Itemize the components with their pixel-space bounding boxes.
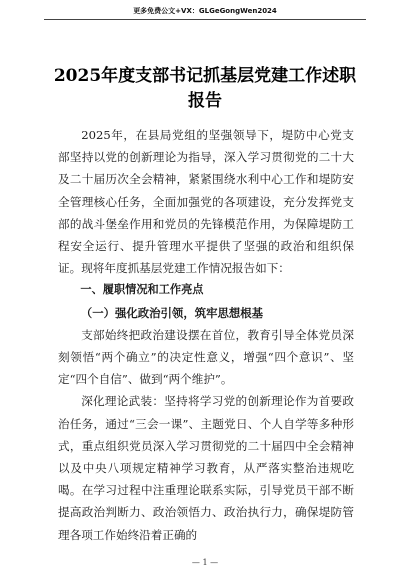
header-note: 更多免费公文+VX：GLGeGongWen2024 [133,7,277,15]
subsection-heading: （一）强化政治引领，筑牢思想根基 [80,305,264,320]
title-line-1: 2025年度支部书记抓基层党建工作述职 [53,66,357,86]
page-number: — 1 — [191,558,219,567]
section-heading: 一、履职情况和工作亮点 [80,283,204,297]
document-body [58,124,354,546]
intro-paragraph: 2025年，在县局党组的坚强领导下，堤防中心党支部坚持以党的创新理论为指导，深入学习贯彻党的二十大及二十届历次全会精神，紧紧围绕水利中心工作和堤防安全管理核心任务，全面加强党的各项建设，充分发挥党支部的战斗堡垒作用和党员的先锋模范作用，为保障堤防工程安全运行、提升管理水平提供了坚强的政治和组织保证。现将年度抓基层党建工作情况报告如下： [58,128,354,276]
body-paragraph: 深化理论武装：坚持将学习党的创新理论作为首要政治任务，通过“三会一课”、主题党日、个人自学等多种形式，重点组织党员深入学习贯彻党的二十届四中全会精神以及中央八项规定精神学习教育，从严落实整治违规吃喝。在学习过程中注重理论联系实际，引导党员干部不断提高政治判断力、政治领悟力、政治执行力，确保堤防管理各项工作始终沿着正确的 [58,394,354,542]
title-line-2: 报告 [188,91,222,111]
header-divider [44,19,366,20]
body-paragraph: 支部始终把政治建设摆在首位，教育引导全体党员深刻领悟“两个确立”的决定性意义，增强“四个意识”、坚定“四个自信”、做到“两个维护”。 [58,327,354,387]
document-title [40,64,370,114]
